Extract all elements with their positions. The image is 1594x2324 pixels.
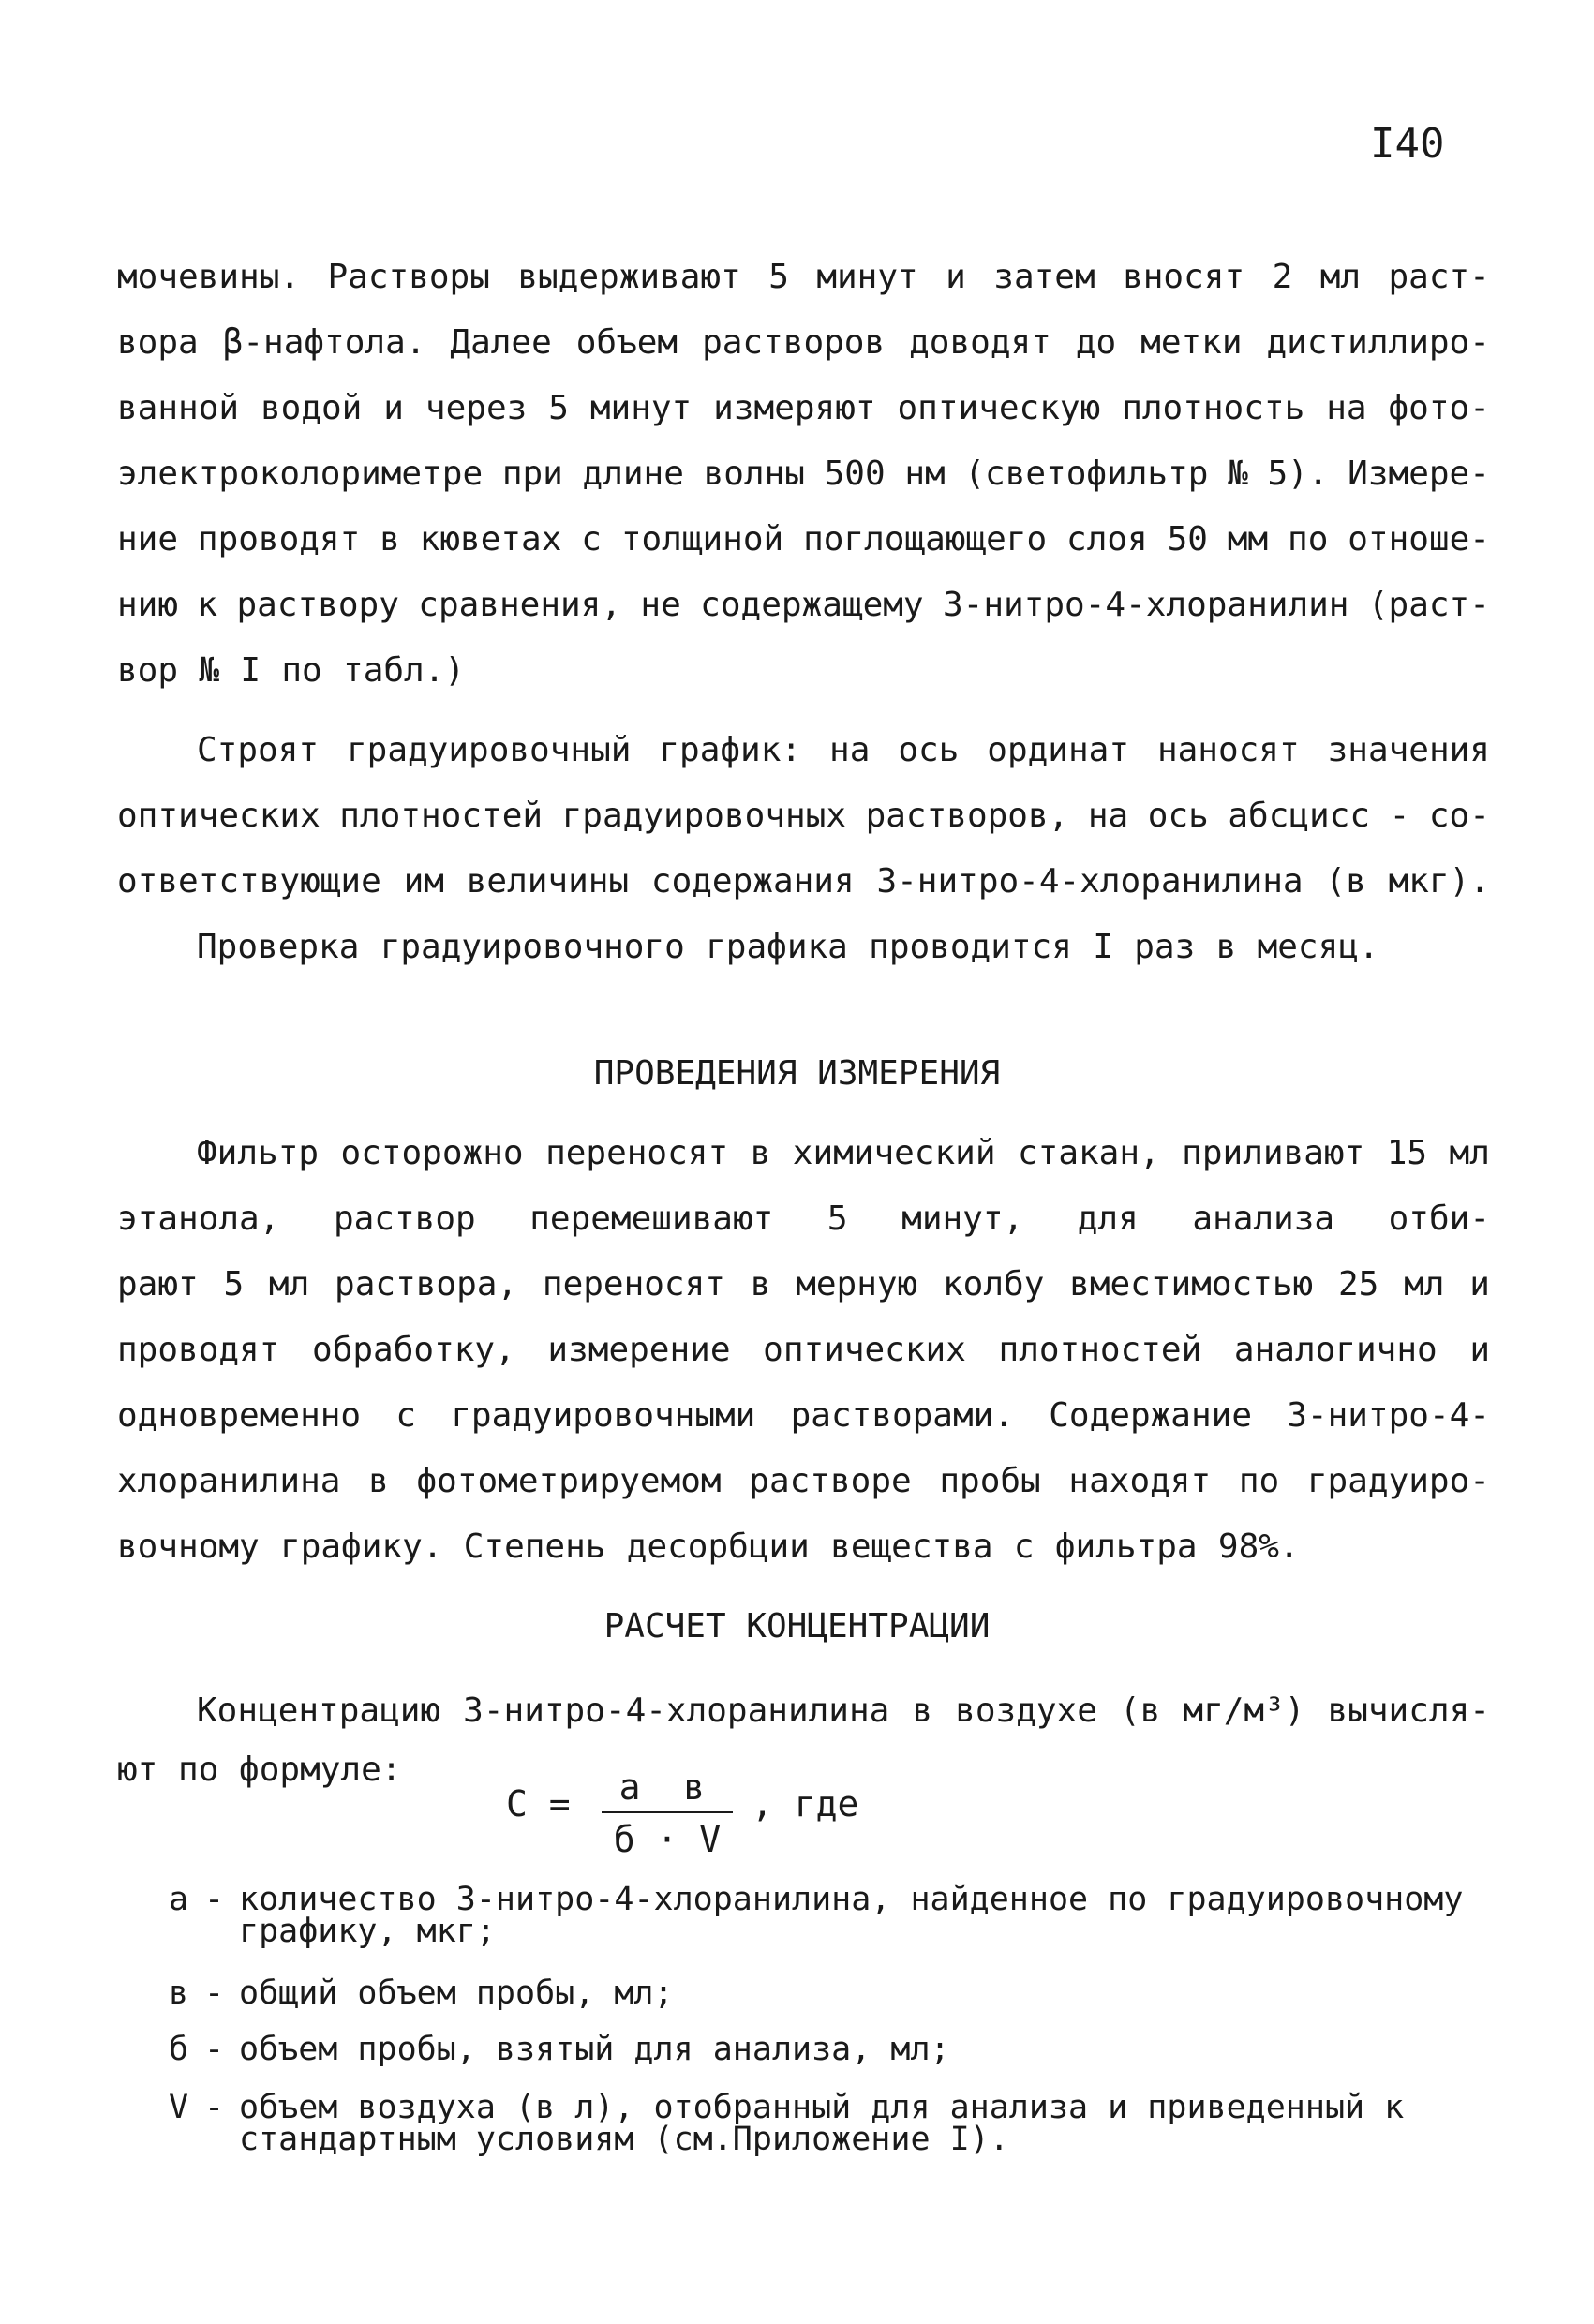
word: приливают: [1182, 1134, 1365, 1172]
definition-symbol: а: [169, 1881, 189, 1918]
word: значения: [1327, 731, 1490, 769]
word: с: [581, 520, 602, 559]
word: пробы: [939, 1462, 1041, 1500]
word: на: [1326, 389, 1367, 427]
word: фильтра: [1054, 1527, 1198, 1566]
word: (светофильтр: [964, 454, 1209, 493]
word: оптическую: [897, 389, 1101, 427]
word: плотностей: [339, 797, 544, 835]
word: им: [403, 862, 444, 901]
para1-line-7: [117, 637, 1490, 705]
word: через: [425, 389, 528, 427]
para1-line-1: [117, 244, 1490, 311]
word: раствора,: [335, 1265, 518, 1304]
word: раствор: [333, 1199, 476, 1238]
formula-numerator: а в: [602, 1766, 733, 1813]
word: 50: [1167, 520, 1208, 559]
definition-symbol: б: [169, 2031, 189, 2068]
word: Строят: [197, 731, 320, 769]
word: проводят: [197, 520, 361, 559]
word: кюветах: [419, 520, 562, 559]
word: оптических: [117, 797, 320, 835]
word: измеряют: [713, 389, 876, 427]
word: не: [640, 586, 681, 624]
word: плотностей: [998, 1331, 1202, 1369]
word: длине: [582, 454, 684, 493]
word: в: [750, 1265, 771, 1304]
word: измерение: [547, 1331, 731, 1369]
word: вочному: [117, 1527, 260, 1566]
word: градуировочных: [561, 797, 847, 835]
definition-text: объем пробы, взятый для анализа, мл;: [239, 2031, 950, 2068]
section-heading-measurement: ПРОВЕДЕНИЯ ИЗМЕРЕНИЯ: [593, 1054, 1001, 1093]
word: оптических: [763, 1331, 966, 1369]
word: минут: [816, 258, 918, 296]
word: вычисля-: [1327, 1691, 1490, 1730]
word: для: [1077, 1199, 1139, 1238]
word: градуиро-: [1306, 1462, 1490, 1500]
word: ординат: [987, 731, 1129, 769]
word: мг/м³): [1183, 1691, 1305, 1730]
formula-denominator: б · V: [613, 1819, 722, 1860]
word: Степень: [463, 1527, 606, 1566]
word: со-: [1428, 797, 1490, 835]
word: мл: [1404, 1265, 1445, 1304]
word: растворами.: [790, 1396, 1015, 1435]
word: переносят: [542, 1265, 725, 1304]
word: в: [380, 520, 400, 559]
word: и: [1469, 1265, 1490, 1304]
word: Концентрацию: [197, 1691, 441, 1730]
word: на: [829, 731, 871, 769]
word: β-нафтола.: [222, 323, 426, 362]
word: 98%.: [1217, 1527, 1300, 1566]
word: и: [383, 389, 404, 427]
word: объем: [575, 323, 678, 362]
word: отноше-: [1348, 520, 1490, 559]
word: мерную: [796, 1265, 918, 1304]
word: метки: [1140, 323, 1243, 362]
word: I: [1093, 928, 1113, 966]
word: наносят: [1156, 731, 1300, 769]
word: доводят: [909, 323, 1051, 362]
word: и: [1469, 1331, 1490, 1369]
word: табл.): [343, 651, 466, 690]
word: в: [368, 1462, 389, 1500]
word: вместимостью: [1069, 1265, 1314, 1304]
word: 25: [1338, 1265, 1379, 1304]
para1-line-4: [117, 440, 1490, 508]
word: стакан,: [1017, 1134, 1160, 1172]
word: и: [946, 258, 966, 296]
word: нию: [117, 586, 179, 624]
word: затем: [993, 258, 1095, 296]
word: градуировочного: [380, 928, 685, 966]
word: в: [750, 1134, 771, 1172]
word: абсцисс: [1228, 797, 1371, 835]
word: выдерживают: [517, 258, 741, 296]
word: перемешивают: [529, 1199, 774, 1238]
word: фотометрируемом: [416, 1462, 722, 1500]
word: аналогично: [1233, 1331, 1438, 1369]
para4-line-2: [117, 1185, 1490, 1253]
word: -: [1389, 797, 1410, 835]
word: 3-нитро-4-хлоранилина: [463, 1691, 890, 1730]
word: десорбции: [626, 1527, 810, 1566]
formula-lead-text: ют по формуле:: [117, 1750, 402, 1789]
word: этанола,: [117, 1199, 280, 1238]
word: 15: [1386, 1134, 1428, 1172]
word: раз: [1134, 928, 1196, 966]
para3-line: [197, 914, 1490, 981]
word: мл: [1449, 1134, 1490, 1172]
para1-line-2: [117, 309, 1490, 377]
word: Растворы: [327, 258, 490, 296]
word: Содержание: [1049, 1396, 1252, 1435]
definition-text: объем воздуха (в л), отобранный для анализа и приведенный к стандартным условиям (см.Приложение I).: [239, 2089, 1405, 2158]
word: обработку,: [312, 1331, 515, 1369]
word: водой: [260, 389, 363, 427]
formula-tail: , где: [752, 1783, 859, 1825]
word: 5: [768, 258, 789, 296]
word: (в: [1325, 862, 1366, 901]
definition-symbol: в: [169, 1974, 189, 2012]
word: 5: [827, 1199, 848, 1238]
para4-line-6: [117, 1448, 1490, 1515]
word: растворов: [702, 323, 886, 362]
word: при: [501, 454, 563, 493]
word: градуировочный: [346, 731, 632, 769]
word: 2: [1272, 258, 1293, 296]
word: волны: [703, 454, 805, 493]
word: по: [1238, 1462, 1280, 1500]
word: раст-: [1388, 258, 1490, 296]
word: 3-нитро-4-хлоранилин: [942, 586, 1349, 624]
word: растворе: [749, 1462, 912, 1500]
word: 5: [223, 1265, 245, 1304]
word: дистиллиро-: [1266, 323, 1490, 362]
word: мм: [1227, 520, 1269, 559]
word: ось: [898, 731, 960, 769]
word: по: [1288, 520, 1329, 559]
word: в: [912, 1691, 933, 1730]
word: осторожно: [340, 1134, 524, 1172]
word: к: [197, 586, 218, 624]
word: вора: [117, 323, 199, 362]
word: на: [1087, 797, 1129, 835]
word: I: [240, 651, 261, 690]
word: (в: [1119, 1691, 1161, 1730]
word: содержания: [650, 862, 855, 901]
word: поглощающего: [803, 520, 1048, 559]
word: находят: [1068, 1462, 1212, 1500]
word: 3-нитро-4-: [1287, 1396, 1490, 1435]
word: электроколориметре: [117, 454, 484, 493]
para2-line-3: [117, 848, 1490, 916]
word: градуировочными: [451, 1396, 756, 1435]
word: графика: [706, 928, 848, 966]
word: Проверка: [197, 928, 360, 966]
para2-line-2: [117, 782, 1490, 850]
definition-symbol: V: [169, 2089, 189, 2126]
para1-line-3: [117, 375, 1490, 442]
word: Фильтр: [197, 1134, 320, 1172]
word: 5).: [1267, 454, 1329, 493]
word: по: [281, 651, 322, 690]
word: слоя: [1066, 520, 1148, 559]
word: фото-: [1388, 389, 1490, 427]
word: Измере-: [1348, 454, 1490, 493]
word: переносят: [545, 1134, 729, 1172]
word: мкг).: [1388, 862, 1490, 901]
word: ответствующие: [117, 862, 381, 901]
word: величины: [466, 862, 630, 901]
word: 3-нитро-4-хлоранилина: [876, 862, 1304, 901]
word: 500: [824, 454, 886, 493]
document-page: I40 мочевины. Растворы выдерживают 5 минут и затем вносят 2 мл раст- вора β-нафтола. Далее объем растворов доводят до метки дистиллиро- ванной водой и через 5 минут измеряют оптическую плотность на фото- электроколориметре при длине волны 500 нм (светофильтр № 5). Измере- ние проводят в кюветах с толщиной поглощающего слоя 50 мм по отноше- нию к раствору сравнения, не содержащему 3-нитро-4-хлоранилин (раст- вор № I по табл.) Строят градуировочный график: на ось ординат наносят значения оптических плотностей градуировочных растворов, на ось абсцисс - со- ответствующие им величины содержания 3-нитро-4-хлоранилина (в мкг). Проверка градуировочного графика проводится I раз в месяц. ПРОВЕДЕНИЯ ИЗМЕРЕНИЯ Фильтр осторожно переносят в химический стакан, приливают 15 мл этанола, раствор перемешивают 5 минут, для анализа отби- рают 5 мл раствора, переносят в мерную колбу вместимостью 25 мл и проводят обработку, измерение оптических плотностей аналогично и одновременно с градуировочными растворами. Содержание 3-нитро-4- хлоранилина в фотометрируемом растворе пробы находят по градуиро- вочному графику. Степень десорбции вещества с фильтра 98%. РАСЧЕТ КОНЦЕНТРАЦИИ Концентрацию 3-нитро-4-хлоранилина в воздухе (в мг/м³) вычисля- ют по формуле: С = а в б · V , где а - количество 3-нитро-4-хлоранилина, найденное по градуировочному графику, мкг; в - общий объем пробы, мл; б - объем пробы, взятый для анализа, мл; V - объем воздуха (в л), отобранный для анализа и приведенный к стандартным условиям (см.Приложение I).: [0, 0, 1594, 2324]
word: до: [1075, 323, 1117, 362]
word: с: [1013, 1527, 1035, 1566]
word: мл: [1319, 258, 1362, 296]
word: Далее: [450, 323, 552, 362]
word: графику.: [280, 1527, 443, 1566]
word: колбу: [943, 1265, 1045, 1304]
word: вносят: [1123, 258, 1245, 296]
word: №: [199, 651, 220, 690]
para5-line: [197, 1677, 1490, 1745]
formula-fraction: [602, 1766, 733, 1860]
word: 5: [548, 389, 569, 427]
word: проводят: [117, 1331, 280, 1369]
word: вор: [117, 651, 179, 690]
word: рают: [117, 1265, 199, 1304]
para4-line-1: [197, 1120, 1490, 1187]
para1-line-6: [117, 572, 1490, 639]
word: воздухе: [955, 1691, 1097, 1730]
word: сравнения,: [418, 586, 622, 624]
word: растворов,: [865, 797, 1069, 835]
word: с: [395, 1396, 417, 1435]
word: минут: [589, 389, 693, 427]
word: мочевины.: [117, 258, 301, 296]
word: отби-: [1388, 1199, 1490, 1238]
word: плотность: [1122, 389, 1305, 427]
word: толщиной: [620, 520, 784, 559]
word: анализа: [1192, 1199, 1335, 1238]
word: ние: [117, 520, 179, 559]
word: мл: [268, 1265, 310, 1304]
para1-line-5: [117, 506, 1490, 574]
word: в: [1215, 928, 1237, 966]
para4-line-5: [117, 1382, 1490, 1450]
word: раствору: [236, 586, 399, 624]
word: №: [1228, 454, 1248, 493]
word: ванной: [117, 389, 240, 427]
para4-line-4: [117, 1317, 1490, 1384]
definition-text: общий объем пробы, мл;: [239, 1974, 674, 2012]
formula-lhs: С =: [506, 1783, 571, 1825]
word: хлоранилина: [117, 1462, 341, 1500]
word: химический: [792, 1134, 996, 1172]
word: содержащему: [700, 586, 924, 624]
word: (раст-: [1367, 586, 1490, 624]
definition-text: количество 3-нитро-4-хлоранилина, найденное по градуировочному графику, мкг;: [239, 1881, 1464, 1950]
section-heading-calculation: РАСЧЕТ КОНЦЕНТРАЦИИ: [603, 1607, 991, 1646]
word: месяц.: [1257, 928, 1379, 966]
word: одновременно: [117, 1396, 362, 1435]
para2-line-1: [197, 717, 1490, 784]
word: ось: [1147, 797, 1209, 835]
word: вещества: [830, 1527, 993, 1566]
word: минут,: [901, 1199, 1024, 1238]
word: нм: [904, 454, 946, 493]
page-number: I40: [1370, 120, 1445, 168]
para4-line-7: [117, 1513, 1490, 1581]
word: график:: [659, 731, 802, 769]
para4-line-3: [117, 1251, 1490, 1318]
word: проводится: [869, 928, 1072, 966]
